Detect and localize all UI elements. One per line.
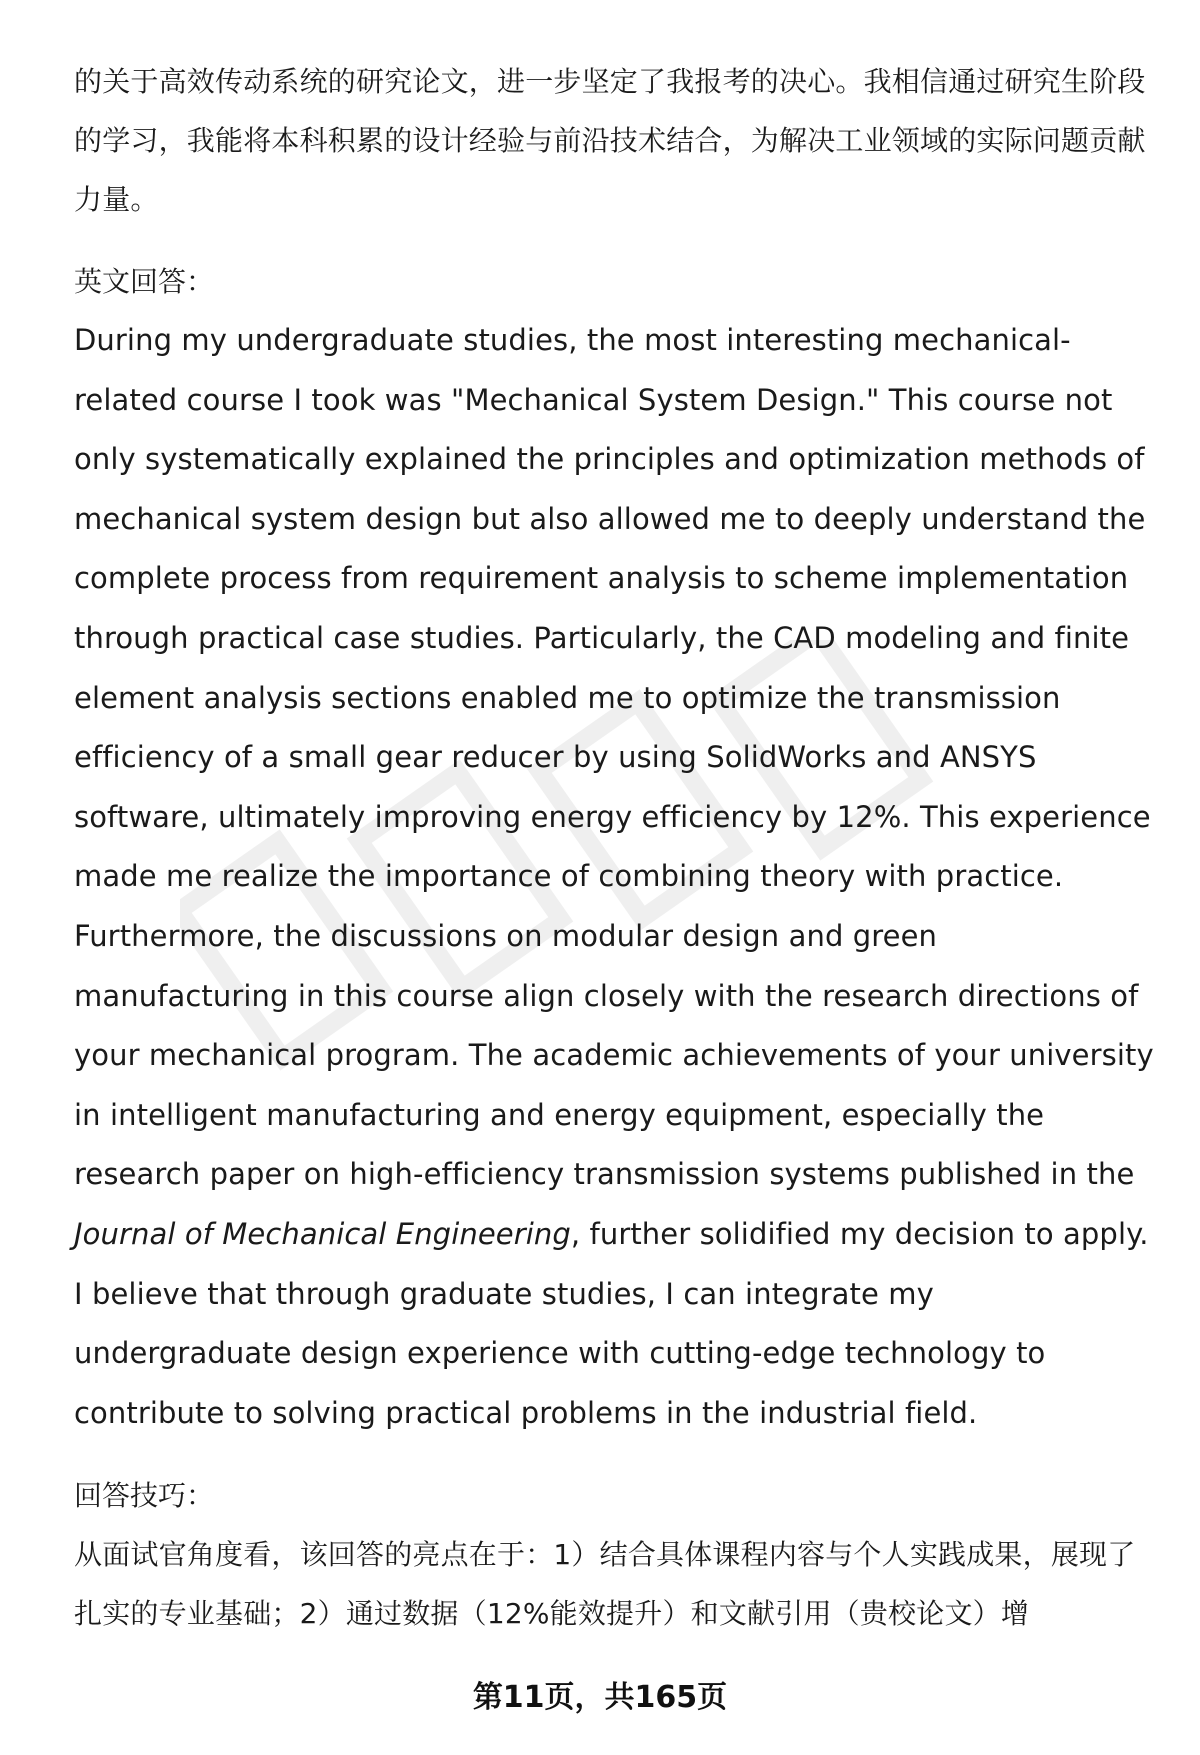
journal-title: Journal of Mechanical Engineering: [74, 1216, 571, 1251]
english-answer: [74, 311, 1154, 1443]
chinese-answer-tail: 的关于高效传动系统的研究论文，进一步坚定了我报考的决心。我相信通过研究生阶段的学习，我能将本科积累的设计经验与前沿技术结合，为解决工业领域的实际问题贡献力量。: [74, 65, 1146, 216]
tips-label: 回答技巧：: [74, 1479, 215, 1513]
document-page: [74, 52, 1154, 1643]
english-answer-label: 英文回答：: [74, 265, 215, 298]
english-answer-text-1: During my undergraduate studies, the most interesting mechanical-related course I took was "Mechanical System Design." This course not only systematically explained the principles and optimization methods of mechanical system design but also allowed me to deeply understand the complete process from requirement analysis to scheme implementation through practical case studies. Particularly, the CAD modeling and finite element analysis sections enabled me to optimize the transmission efficiency of a small gear reducer by using SolidWorks and ANSYS software, ultimately improving energy efficiency by 12%. This experience made me realize the importance of combining theory with practice. Furthermore, the discussions on modular design and green manufacturing in this course align closely with the research directions of your mechanical program. The academic achievements of your university in intelligent manufacturing and energy equipment, especially the research paper on high-efficiency transmission systems published in the: [74, 323, 1154, 1192]
page-number-footer: 第11页，共165页: [472, 1680, 728, 1715]
english-answer-text-2: , further solidified my decision to apply. I believe that through graduate studies, I can integrate my undergraduate design experience with cutting-edge technology to contribute to solving practical problems in the industrial field.: [74, 1216, 1149, 1430]
tips-text: 从面试官角度看，该回答的亮点在于：1）结合具体课程内容与个人实践成果，展现了扎实的专业基础；2）通过数据（12%能效提升）和文献引用（贵校论文）增: [74, 1538, 1136, 1631]
